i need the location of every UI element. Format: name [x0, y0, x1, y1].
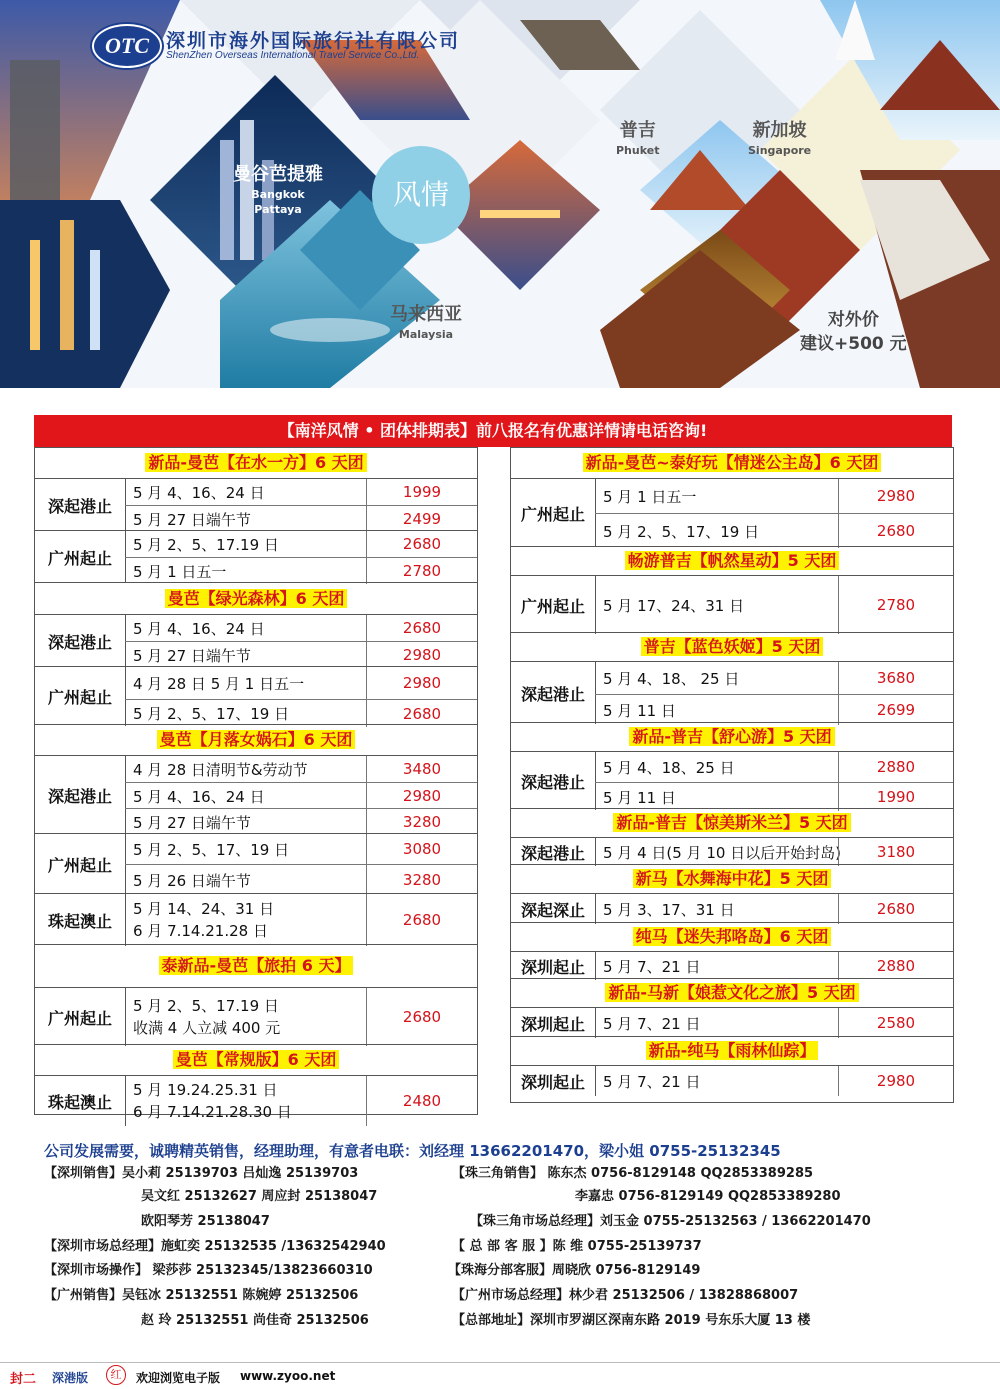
schedule-row	[595, 782, 953, 811]
price: 3080	[366, 834, 477, 864]
departure-city: 深圳起止	[511, 1008, 596, 1038]
departure-city: 广州起止	[35, 988, 126, 1046]
tour-title-text: 新品-纯马【雨林仙踪】	[646, 1041, 819, 1060]
departure-group	[35, 893, 477, 946]
date-text: 4 月 28 日清明节&劳动节	[133, 760, 308, 779]
departure-city: 深起港止	[35, 479, 126, 531]
schedule-row	[125, 615, 477, 641]
tour-title	[35, 583, 477, 614]
dest-phuket	[616, 116, 659, 157]
departure-dates	[133, 894, 367, 946]
date-text-secondary: 6 月 7.14.21.28.30 日	[133, 1103, 292, 1121]
departure-dates	[603, 894, 839, 924]
tour-title-text: 曼芭【常规版】6 天团	[173, 1050, 340, 1069]
date-text: 5 月 17、24、31 日	[603, 596, 745, 615]
tour-section	[35, 448, 477, 582]
tour-title	[511, 923, 953, 951]
contact-line: 欧阳琴芳 25138047	[141, 1214, 270, 1229]
tour-title-text: 新马【水舞海中花】5 天团	[633, 869, 832, 888]
date-text: 5 月 2、5、17.19 日	[133, 997, 279, 1015]
departure-city: 深起港止	[511, 838, 596, 866]
date-text: 5 月 7、21 日	[603, 957, 701, 976]
footer	[0, 1362, 1000, 1389]
price: 1990	[838, 783, 953, 811]
schedule-row	[125, 531, 477, 557]
date-text: 5 月 4、16、24 日	[133, 787, 265, 806]
price: 2980	[366, 642, 477, 668]
date-text: 5 月 27 日端午节	[133, 813, 251, 832]
schedule-row	[595, 479, 953, 513]
departure-dates	[603, 1066, 839, 1096]
price: 2480	[366, 1076, 477, 1126]
tour-section	[511, 922, 953, 979]
dest-malaysia	[390, 300, 462, 341]
departure-dates	[133, 506, 367, 532]
contact-line: 【珠三角市场总经理】刘玉金 0755-25132563 / 13662201470	[470, 1214, 871, 1229]
price: 2680	[366, 700, 477, 727]
departure-group	[35, 1075, 477, 1126]
departure-dates	[603, 514, 839, 548]
tour-title	[511, 865, 953, 893]
departure-dates	[603, 695, 839, 725]
website-link[interactable]: www.zyoo.net	[240, 1369, 336, 1383]
schedule-row	[125, 557, 477, 584]
departure-dates	[133, 1076, 367, 1126]
schedule-row	[125, 667, 477, 699]
dest-singapore-cn: 新加坡	[752, 120, 807, 141]
price: 3280	[366, 809, 477, 835]
departure-city: 深圳起止	[511, 1066, 596, 1096]
tour-title-text: 纯马【迷失邦咯岛】6 天团	[633, 927, 832, 946]
page-label: 封二	[10, 1372, 37, 1387]
departure-group	[35, 833, 477, 894]
departure-city: 深圳起止	[511, 952, 596, 980]
departure-dates	[133, 558, 367, 584]
price: 2980	[366, 783, 477, 809]
schedule-row	[595, 1008, 953, 1038]
tour-title-text: 新品-曼芭【在水一方】6 天团	[145, 453, 366, 472]
price: 2780	[366, 558, 477, 584]
departure-city: 深起港止	[35, 756, 126, 834]
tour-section	[35, 1044, 477, 1125]
departure-dates	[133, 667, 367, 699]
departure-dates	[603, 838, 842, 866]
tour-title-text: 新品-曼芭~泰好玩【情迷公主岛】6 天团	[583, 453, 882, 472]
schedule-row	[595, 952, 953, 980]
date-text: 5 月 4、18、 25 日	[603, 669, 740, 688]
dest-malaysia-cn: 马来西亚	[390, 304, 462, 325]
contact-line: 【总部地址】深圳市罗湖区深南东路 2019 号东乐大厦 13 楼	[452, 1313, 811, 1328]
departure-dates	[603, 783, 839, 811]
company-name-en: ShenZhen Overseas International Travel Service Co.,Ltd.	[166, 50, 420, 61]
departure-dates	[133, 783, 367, 809]
schedule-row	[595, 576, 953, 634]
date-text: 5 月 1 日五一	[603, 487, 697, 506]
tour-section	[35, 944, 477, 1045]
schedule-row	[595, 662, 953, 694]
date-text: 5 月 7、21 日	[603, 1014, 701, 1033]
departure-dates	[603, 752, 839, 782]
dest-bangkok-cn: 曼谷芭提雅	[233, 164, 323, 185]
schedule-title: 【南洋风情 • 团体排期表】前八报名有优惠详情请电话咨询!	[34, 415, 952, 447]
departure-dates	[133, 988, 367, 1046]
departure-city: 广州起止	[511, 576, 596, 634]
contact-line: 【深圳市场总经理】施虹奕 25132535 /13632542940	[44, 1239, 386, 1254]
departure-group	[511, 751, 953, 810]
tour-title	[35, 945, 477, 987]
departure-city: 广州起止	[35, 834, 126, 894]
schedule-row	[125, 864, 477, 895]
departure-group	[511, 661, 953, 724]
tour-section	[35, 724, 477, 945]
tour-section	[511, 864, 953, 923]
tour-section	[511, 546, 953, 633]
red-mark-icon: 红	[106, 1365, 126, 1385]
price: 3480	[366, 756, 477, 782]
tour-section	[511, 632, 953, 723]
slogan: 欢迎浏览电子版	[136, 1371, 221, 1385]
departure-group	[511, 837, 953, 866]
contact-line: 【深圳销售】吴小莉 25139703 吕灿逸 25139703	[44, 1166, 359, 1181]
footer-divider	[0, 1362, 1000, 1363]
date-text: 5 月 1 日五一	[133, 562, 227, 581]
tour-title-text: 曼芭【月落女娲石】6 天团	[157, 730, 356, 749]
schedule-row	[125, 988, 477, 1046]
tour-title-text: 新品-普吉【舒心游】5 天团	[629, 727, 834, 746]
departure-dates	[603, 952, 839, 980]
price: 3680	[838, 662, 953, 694]
departure-dates	[603, 1008, 839, 1038]
departure-group	[511, 951, 953, 980]
tour-title-text: 普吉【蓝色妖姬】5 天团	[641, 637, 824, 656]
schedule-row	[125, 808, 477, 835]
tour-title	[511, 633, 953, 661]
departure-dates	[603, 576, 839, 634]
departure-group	[511, 893, 953, 924]
price: 2699	[838, 695, 953, 725]
departure-group	[35, 478, 477, 531]
departure-group	[511, 478, 953, 547]
schedule-row	[595, 752, 953, 782]
date-text: 5 月 2、5、17.19 日	[133, 535, 279, 554]
price: 2680	[838, 514, 953, 548]
departure-dates	[133, 700, 367, 727]
date-text: 5 月 2、5、17、19 日	[133, 705, 290, 723]
tour-section	[511, 808, 953, 865]
date-text: 5 月 4、16、24 日	[133, 619, 265, 638]
departure-group	[35, 530, 477, 583]
departure-city: 深起港止	[511, 752, 596, 810]
tour-title	[511, 547, 953, 575]
schedule-row	[125, 834, 477, 864]
date-text-secondary: 收满 4 人立减 400 元	[133, 1019, 281, 1037]
contact-line: 【广州市场总经理】林少君 25132506 / 13828868007	[452, 1288, 799, 1303]
fengqing-seal: 风情	[372, 146, 470, 244]
departure-city: 广州起止	[35, 531, 126, 583]
price: 2780	[838, 576, 953, 634]
dest-bangkok	[233, 160, 323, 216]
departure-dates	[603, 479, 839, 513]
price: 2880	[838, 952, 953, 980]
departure-city: 深起港止	[511, 662, 596, 724]
departure-dates	[603, 662, 839, 694]
dest-malaysia-en: Malaysia	[398, 328, 454, 341]
contact-line: 【深圳市场操作】 梁莎莎 25132345/13823660310	[44, 1263, 373, 1278]
price: 2880	[838, 752, 953, 782]
date-text: 5 月 27 日端午节	[133, 510, 251, 529]
departure-dates	[133, 642, 367, 668]
schedule-row	[595, 1066, 953, 1096]
price: 2499	[366, 506, 477, 532]
departure-dates	[133, 834, 367, 864]
date-text: 5 月 2、5、17、19 日	[133, 840, 290, 859]
date-text-secondary: 6 月 7.14.21.28 日	[133, 922, 268, 940]
price: 2680	[366, 894, 477, 946]
date-text: 5 月 26 日端午节	[133, 871, 251, 890]
schedule-row	[125, 641, 477, 668]
date-text: 5 月 4 日(5 月 10 日以后开始封岛)	[603, 843, 842, 862]
departure-group	[35, 987, 477, 1046]
date-text: 5 月 11 日	[603, 701, 676, 720]
departure-dates	[133, 479, 367, 505]
contact-line: 赵 玲 25132551 尚佳奇 25132506	[141, 1313, 369, 1328]
departure-city: 珠起澳止	[35, 894, 126, 946]
schedule-row	[125, 894, 477, 946]
price: 2680	[366, 531, 477, 557]
schedule-row	[125, 505, 477, 532]
tour-title-text: 泰新品-曼芭【旅拍 6 天】	[159, 956, 354, 975]
schedule-row	[125, 479, 477, 505]
schedule-row	[125, 782, 477, 809]
dest-bangkok-en2: Pattaya	[254, 203, 302, 216]
dest-singapore-en: Singapore	[748, 144, 812, 157]
company-logo: OTC	[92, 24, 162, 68]
contact-line: 吴文红 25132627 周应封 25138047	[141, 1189, 378, 1204]
departure-city: 广州起止	[35, 667, 126, 726]
tour-title-text: 曼芭【绿光森林】6 天团	[165, 589, 348, 608]
schedule-row	[125, 699, 477, 727]
contact-line: 李嘉忠 0756-8129149 QQ2853389280	[575, 1189, 841, 1204]
dest-phuket-en: Phuket	[616, 144, 660, 157]
departure-dates	[133, 756, 367, 782]
price: 2680	[366, 615, 477, 641]
tour-title-text: 畅游普吉【帆然星动】5 天团	[625, 551, 840, 570]
tour-section	[35, 582, 477, 725]
schedule-row	[595, 838, 953, 866]
contact-line: 【广州销售】吴钰冰 25132551 陈婉婷 25132506	[44, 1288, 359, 1303]
price-note	[800, 308, 907, 356]
dest-bangkok-en1: Bangkok	[251, 188, 305, 201]
price: 3180	[838, 838, 953, 866]
date-text: 5 月 3、17、31 日	[603, 900, 735, 919]
departure-city: 深起深止	[511, 894, 596, 924]
schedule-table-left	[34, 447, 478, 1121]
tour-section	[511, 978, 953, 1037]
schedule-row	[125, 756, 477, 782]
departure-group	[511, 575, 953, 634]
price: 2980	[838, 1066, 953, 1096]
edition-label: 深港版	[52, 1371, 89, 1385]
tour-section	[511, 722, 953, 809]
tour-title	[511, 723, 953, 751]
price-note-line1: 对外价	[827, 310, 879, 330]
schedule-row	[125, 1076, 477, 1126]
departure-group	[511, 1065, 953, 1096]
date-text: 5 月 4、16、24 日	[133, 483, 265, 502]
date-text: 4 月 28 日 5 月 1 日五一	[133, 674, 305, 693]
date-text: 5 月 7、21 日	[603, 1072, 701, 1091]
contact-line: 【 总 部 客 服 】陈 维 0755-25139737	[452, 1239, 702, 1254]
schedule-table-right	[510, 447, 954, 1103]
price: 2980	[366, 667, 477, 699]
departure-dates	[133, 809, 367, 835]
departure-dates	[133, 615, 367, 641]
schedule-row	[595, 513, 953, 548]
schedule-row	[595, 694, 953, 725]
date-text: 5 月 27 日端午节	[133, 646, 251, 665]
dest-phuket-cn: 普吉	[619, 120, 656, 141]
tour-title	[511, 979, 953, 1007]
tour-section	[511, 1036, 953, 1095]
price: 3280	[366, 865, 477, 895]
contact-line: 【珠海分部客服】周晓欣 0756-8129149	[448, 1263, 701, 1278]
departure-group	[35, 666, 477, 726]
company-name-cn: 深圳市海外国际旅行社有限公司	[166, 30, 461, 52]
tour-title-text: 新品-普吉【惊美斯米兰】5 天团	[613, 813, 850, 832]
departure-city: 广州起止	[511, 479, 596, 547]
tour-title	[511, 448, 953, 478]
date-text: 5 月 2、5、17、19 日	[603, 522, 760, 541]
date-text: 5 月 19.24.25.31 日	[133, 1081, 278, 1099]
departure-dates	[133, 865, 367, 895]
date-text: 5 月 4、18、25 日	[603, 758, 735, 777]
tour-title	[35, 448, 477, 478]
price-note-line2: 建议+500 元	[800, 334, 907, 354]
tour-section	[511, 448, 953, 546]
departure-group	[35, 755, 477, 834]
hiring-notice: 公司发展需要，诚聘精英销售，经理助理，有意者电联：刘经理 13662201470，梁小姐 0755-25132345	[44, 1142, 781, 1160]
banner	[0, 0, 1000, 388]
tour-title	[511, 1037, 953, 1065]
tour-title	[35, 725, 477, 755]
contacts	[0, 1135, 1000, 1335]
price: 2680	[366, 988, 477, 1046]
departure-city: 珠起澳止	[35, 1076, 126, 1126]
date-text: 5 月 11 日	[603, 788, 676, 807]
departure-dates	[133, 531, 367, 557]
price: 2580	[838, 1008, 953, 1038]
schedule-row	[595, 894, 953, 924]
dest-singapore	[748, 116, 811, 157]
price: 2680	[838, 894, 953, 924]
departure-group	[511, 1007, 953, 1038]
departure-group	[35, 614, 477, 667]
tour-title-text: 新品-马新【娘惹文化之旅】5 天团	[605, 983, 858, 1002]
departure-city: 深起港止	[35, 615, 126, 667]
contact-line: 【珠三角销售】 陈东杰 0756-8129148 QQ2853389285	[452, 1166, 814, 1181]
tour-title	[511, 809, 953, 837]
price: 2980	[838, 479, 953, 513]
date-text: 5 月 14、24、31 日	[133, 900, 275, 918]
price: 1999	[366, 479, 477, 505]
tour-title	[35, 1045, 477, 1075]
